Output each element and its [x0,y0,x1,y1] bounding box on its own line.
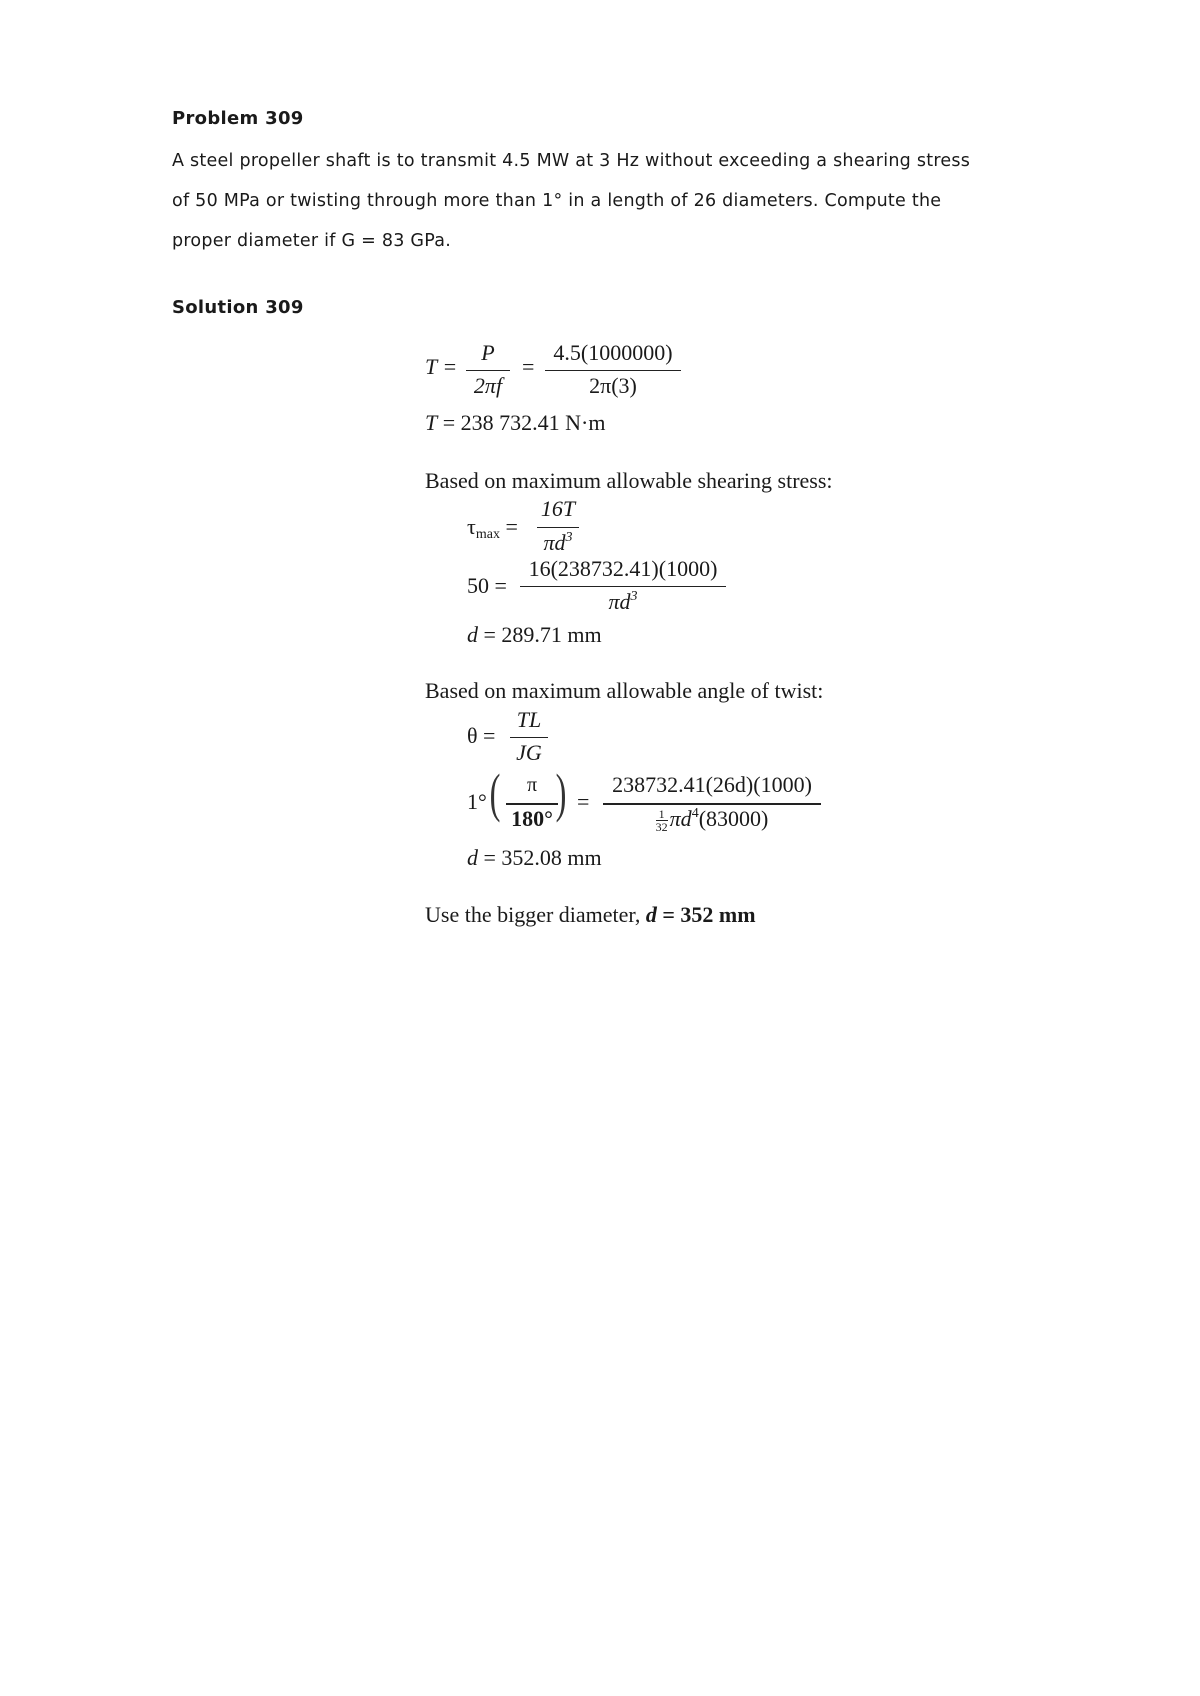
shear-frac1-bar [537,527,579,528]
torque-frac2-bar [545,370,681,371]
solution-title: Solution 309 [172,297,304,318]
twist-theta-lhs: θ = [467,723,496,748]
torque-equals: = [522,354,535,379]
twist-frac1-denominator: JG [516,740,542,765]
twist-equals: = [577,789,590,814]
torque-frac1-numerator: P [481,340,495,365]
shear-result: d = 289.71 mm [467,622,602,647]
torque-frac2-numerator: 4.5(1000000) [553,340,673,365]
shear-frac2-bar [520,586,726,587]
shear-lhs-50: 50 = [467,573,507,598]
twist-rhs-denominator: $\frac{1}{32}$ $\pi d^4(83000)$ [655,806,769,835]
twist-one-degree: 1° [467,789,487,814]
twist-heading: Based on maximum allowable angle of twist: [425,678,824,703]
twist-result: d = 352.08 mm [467,845,602,870]
torque-frac1-bar [466,370,510,371]
left-paren: ( [489,763,501,823]
shear-frac1-numerator: 16T [540,496,576,521]
shear-frac2-numerator: 16(238732.41)(1000) [528,556,718,581]
twist-rhs-numerator: 238732.41(26d)(1000) [612,772,812,797]
twist-frac1-bar [510,737,548,738]
torque-frac1-denominator: 2πf [473,373,503,398]
twist-paren-bar [506,803,558,805]
problem-text-line-3: proper diameter if G = 83 GPa. [172,231,452,251]
problem-text-line-2: of 50 MPa or twisting through more than 1° in a length of 26 diameters. Compute the [172,191,942,211]
twist-paren-numerator: π [526,774,538,796]
twist-rhs-bar [603,803,821,805]
shear-frac2-denominator: $\pi d^3$ [608,589,638,614]
problem-text-line-1: A steel propeller shaft is to transmit 4.5 MW at 3 Hz without exceeding a shearing stress [172,151,971,171]
right-paren: ) [555,763,567,823]
conclusion: Use the bigger diameter, d = 352 mm [425,902,756,927]
shear-frac1-denominator: $\pi d^3$ [543,530,573,555]
one-over-32: $\frac{1}{32}$ [655,807,668,835]
shear-heading: Based on maximum allowable shearing stress: [425,468,833,493]
shear-tau-lhs: τmax = [467,514,518,542]
torque-result: T = 238 732.41 N·m [425,410,606,435]
torque-lhs: T = [425,354,458,379]
problem-title: Problem 309 [172,108,304,129]
twist-frac1-numerator: TL [516,707,542,732]
twist-paren-denominator: 180° [511,806,553,831]
torque-frac2-denominator: 2π(3) [589,373,637,398]
